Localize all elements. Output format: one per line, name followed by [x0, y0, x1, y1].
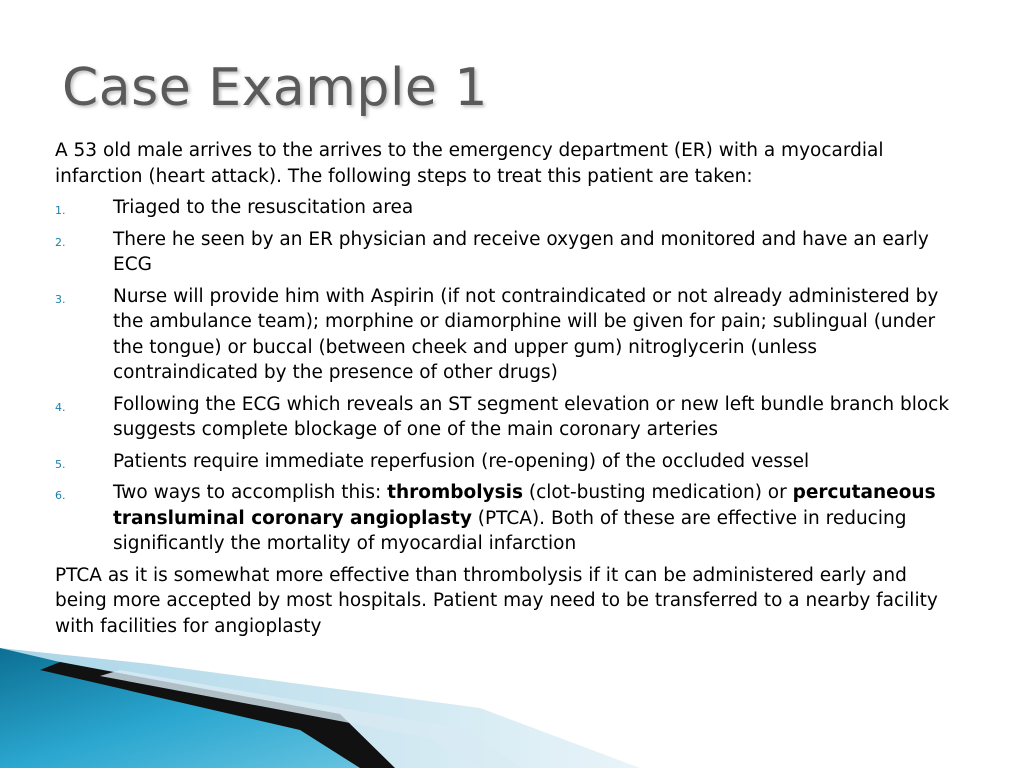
- list-item: [55, 392, 955, 443]
- intro-paragraph: A 53 old male arrives to the arrives to the emergency department (ER) with a myocardial infarction (heart attack). The following steps to treat this patient are taken:: [55, 140, 884, 187]
- list-item: [55, 195, 955, 221]
- list-item-text: Nurse will provide him with Aspirin (if not contraindicated or not already administered by the ambulance team); morphine or diamorphine will be given for pain; sublingual (under the tongue) or buccal (between cheek and upper gum) nitroglycerin (unless contraindicated by the presence of other drugs): [113, 285, 939, 383]
- bold-term-ptca: percutaneous transluminal coronary angioplasty: [113, 482, 936, 529]
- list-item-text: Following the ECG which reveals an ST segment elevation or new left bundle branch block suggests complete blockage of one of the main coronary arteries: [113, 393, 950, 440]
- slide-title: Case Example 1: [62, 58, 488, 118]
- list-item: [55, 449, 955, 475]
- list-item-text: Patients require immediate reperfusion (re-opening) of the occluded vessel: [113, 450, 810, 472]
- treatment-steps-list: [55, 195, 955, 557]
- list-number: 5.: [55, 457, 66, 471]
- bold-term-thrombolysis: thrombolysis: [387, 482, 523, 503]
- list-item-text: Triaged to the resuscitation area: [113, 197, 414, 218]
- list-number: 6.: [55, 489, 66, 502]
- list-item-text: [113, 482, 936, 554]
- text-segment: (PTCA). Both of these are effective in reducing significantly the mortality of myocardial infarction: [113, 507, 907, 554]
- list-number: 2.: [55, 235, 66, 249]
- text-segment: (clot-busting medication) or: [522, 482, 793, 503]
- list-number: 3.: [55, 292, 66, 306]
- closing-paragraph: PTCA as it is somewhat more effective than thrombolysis if it can be administered early and being more accepted by most hospitals. Patient may need to be transferred to a nearby facility with facilities for angioplasty: [55, 564, 938, 637]
- list-number: 1.: [55, 204, 66, 217]
- list-item-text: There he seen by an ER physician and receive oxygen and monitored and have an early ECG: [113, 228, 929, 275]
- list-item: [55, 480, 955, 557]
- text-segment: Two ways to accomplish this:: [113, 482, 388, 503]
- slide-body: [55, 138, 955, 645]
- list-item: [55, 227, 955, 278]
- list-item: [55, 284, 955, 386]
- list-number: 4.: [55, 400, 66, 414]
